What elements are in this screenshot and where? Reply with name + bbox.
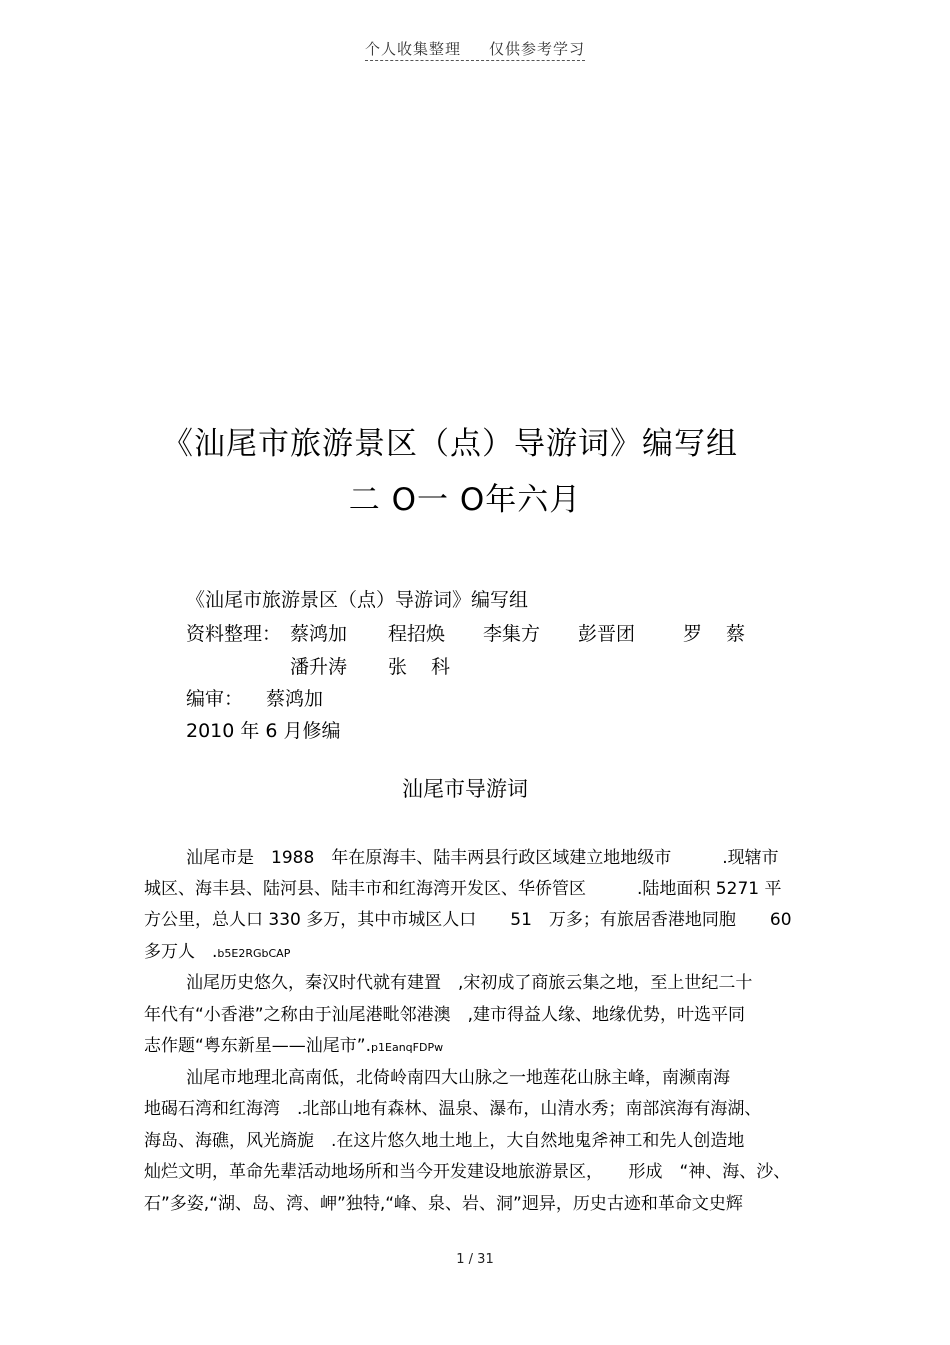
compiler-name: 彭晋团 <box>578 623 636 645</box>
paragraph-1-line-last <box>144 941 290 965</box>
header-dashed-rule <box>365 60 585 61</box>
paragraph-2-text: 志作题“粤东新星——汕尾市”. <box>144 1036 372 1056</box>
cover-date: 二 O一 O年六月 <box>348 482 582 518</box>
editor-name: 蔡鸿加 <box>266 688 324 710</box>
compilers-label: 资料整理： <box>186 623 282 645</box>
paragraph-3-line: 石”多姿,“湖、岛、湾、岬”独特,“峰、泉、岩、洞”迥异，历史古迹和革命文史辉 <box>144 1194 743 1214</box>
paragraph-1-line: 汕尾市是 1988 年在原海丰、陆丰两县行政区域建立地地级市 .现辖市 <box>186 848 779 868</box>
paragraph-2-line: 汕尾历史悠久，秦汉时代就有建置 ,宋初成了商旅云集之地，至上世纪二十 <box>186 973 753 993</box>
page-number: 1 / 31 <box>456 1252 494 1267</box>
header-left-text: 个人收集整理 <box>364 40 461 58</box>
paragraph-1-line: 城区、海丰县、陆河县、陆丰市和红海湾开发区、华侨管区 .陆地面积 5271 平 <box>144 879 782 899</box>
paragraph-1-text: 多万人 . <box>144 942 218 962</box>
paragraph-3-line: 地碣石湾和红海湾 .北部山地有森林、温泉、瀑布，山清水秀；南部滨海有海湖、 <box>144 1099 762 1119</box>
credits-group-title: 《汕尾市旅游景区（点）导游词》编写组 <box>186 589 529 611</box>
revision-date: 2010 年 6 月修编 <box>186 720 341 742</box>
cover-title: 《汕尾市旅游景区（点）导游词》编写组 <box>162 426 738 462</box>
compiler-name: 张 <box>388 656 408 678</box>
paragraph-1-line: 方公里，总人口 330 多万，其中市城区人口 51 万多；有旅居香港地同胞 60 <box>144 910 792 930</box>
section-title: 汕尾市导游词 <box>402 777 528 801</box>
compiler-name: 潘升涛 <box>290 656 348 678</box>
paragraph-3-line: 灿烂文明，革命先辈活动地场所和当今开发建设地旅游景区， 形成 “神、海、沙、 <box>144 1162 791 1182</box>
compiler-name: 蔡 <box>726 623 746 645</box>
compiler-name: 程招焕 <box>388 623 446 645</box>
paragraph-3-line: 汕尾市地理北高南低，北倚岭南四大山脉之一地莲花山脉主峰，南濒南海 <box>186 1068 730 1088</box>
header-right-text: 仅供参考学习 <box>489 40 586 58</box>
paragraph-1-code: b5E2RGbCAP <box>217 947 291 960</box>
compiler-name: 科 <box>431 656 451 678</box>
compiler-name: 蔡鸿加 <box>290 623 348 645</box>
compiler-name: 罗 <box>683 623 703 645</box>
paragraph-3-line: 海岛、海礁，风光旖旎 .在这片悠久地土地上，大自然地鬼斧神工和先人创造地 <box>144 1131 745 1151</box>
paragraph-2-line: 年代有“小香港”之称由于汕尾港毗邻港澳 ,建市得益人缘、地缘优势，叶选平同 <box>144 1005 746 1025</box>
compiler-name: 李集方 <box>483 623 541 645</box>
editor-label: 编审： <box>186 688 244 710</box>
paragraph-2-code: p1EanqFDPw <box>371 1041 444 1054</box>
paragraph-2-line-last <box>144 1035 443 1059</box>
page-header <box>0 38 950 59</box>
